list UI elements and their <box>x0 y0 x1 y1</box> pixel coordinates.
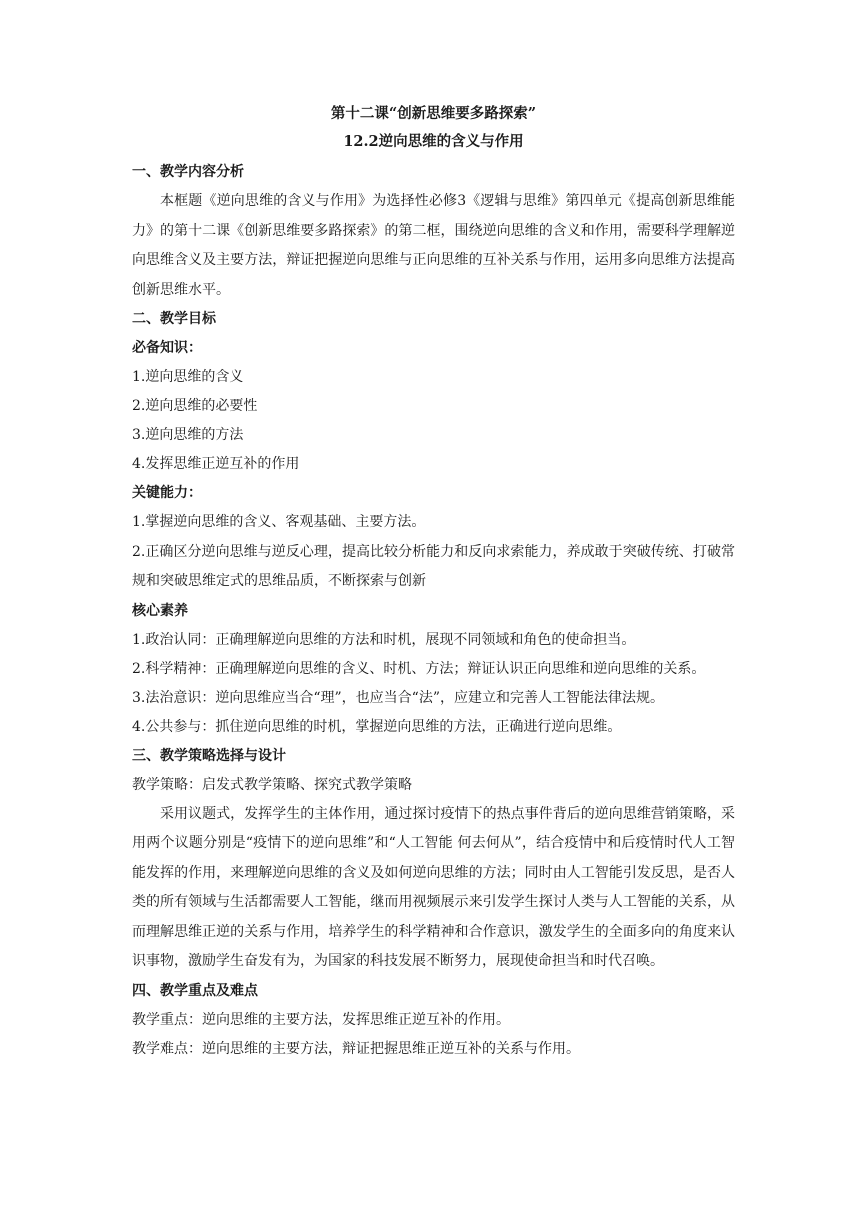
key-point-line: 教学重点：逆向思维的主要方法，发挥思维正逆互补的作用。 <box>132 1011 510 1028</box>
knowledge-item: 1.逆向思维的含义 <box>132 369 244 385</box>
difficult-point-line: 教学难点：逆向思维的主要方法，辩证把握思维正逆互补的关系与作用。 <box>132 1040 580 1057</box>
literacy-item: 4.公共参与：抓住逆向思维的时机，掌握逆向思维的方法，正确进行逆向思维。 <box>132 718 622 735</box>
ability-item: 1.掌握逆向思维的含义、客观基础、主要方法。 <box>132 514 426 530</box>
subheading-core-literacy: 核心素养 <box>132 602 188 619</box>
section-heading-objectives: 二、教学目标 <box>132 311 216 327</box>
knowledge-item: 4.发挥思维正逆互补的作用 <box>132 456 300 472</box>
ability-item: 2.正确区分逆向思维与逆反心理，提高比较分析能力和反向求索能力，养成敢于突破传统、打破常规和突破思维定式的思维品质，不断探索与创新 <box>132 543 735 589</box>
literacy-item: 3.法治意识：逆向思维应当合“理”，也应当合“法”，应建立和完善人工智能法律法规。 <box>132 689 664 706</box>
strategy-paragraph: 采用议题式，发挥学生的主体作用，通过探讨疫情下的热点事件背后的逆向思维营销策略，采用两个议题分别是“疫情下的逆向思维”和“人工智能 何去何从”，结合疫情中和后疫情时代人工智能发挥的作用，来理解逆向思维的含义及如何逆向思维的方法；同时由人工智能引发反思，是否人类的所有领域与生活都需要人工智能，继而用视频展示来引发学生探讨人类与人工智能的关系，从而理解思维正逆的关系与作用，培养学生的科学精神和合作意识，激发学生的全面多向的角度来认识事物，激励学生奋发有为，为国家的科技发展不断努力，展现使命担当和时代召唤。 <box>132 805 735 969</box>
strategy-line: 教学策略：启发式教学策略、探究式教学策略 <box>132 776 412 793</box>
lesson-subtitle: 12.2逆向思维的含义与作用 <box>343 133 524 150</box>
section-heading-strategy: 三、教学策略选择与设计 <box>132 747 286 764</box>
content-analysis-paragraph: 本框题《逆向思维的含义与作用》为选择性必修3《逻辑与思维》第四单元《提高创新思维能力》的第十二课《创新思维要多路探索》的第二框，围绕逆向思维的含义和作用，需要科学理解逆向思维含义及主要方法，辩证把握逆向思维与正向思维的互补关系与作用，运用多向思维方法提高创新思维水平。 <box>132 193 735 298</box>
section-heading-content-analysis: 一、教学内容分析 <box>132 164 244 180</box>
literacy-item: 2.科学精神：正确理解逆向思维的含义、时机、方法；辩证认识正向思维和逆向思维的关系。 <box>132 660 706 677</box>
literacy-item: 1.政治认同：正确理解逆向思维的方法和时机，展现不同领域和角色的使命担当。 <box>132 631 636 648</box>
subheading-key-ability: 关键能力： <box>132 485 202 501</box>
subheading-essential-knowledge: 必备知识： <box>132 340 202 356</box>
section-heading-key-difficult: 四、教学重点及难点 <box>132 982 258 999</box>
knowledge-item: 3.逆向思维的方法 <box>132 427 244 443</box>
lesson-title: 第十二课“创新思维要多路探索” <box>330 105 537 122</box>
knowledge-item: 2.逆向思维的必要性 <box>132 398 258 414</box>
